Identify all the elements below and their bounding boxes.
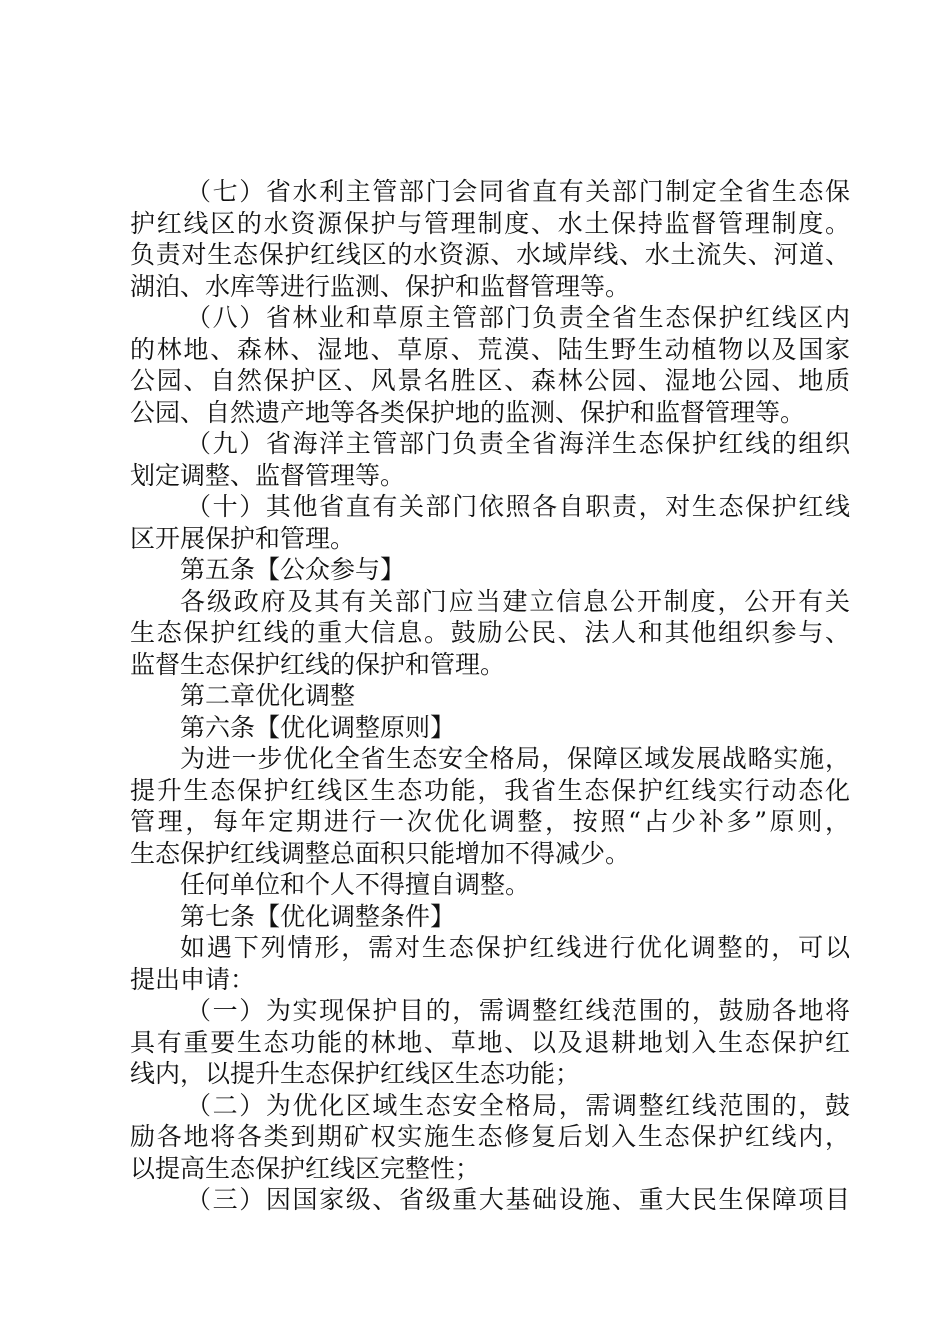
text-line: 第二章优化调整 xyxy=(180,681,356,710)
text-line: 第六条【优化调整原则】 xyxy=(180,712,456,742)
text-line: 具有重要生态功能的林地、草地、以及退耕地划入生态保护红 xyxy=(130,1027,850,1057)
text-line: 护红线区的水资源保护与管理制度、水土保持监督管理制度。 xyxy=(130,208,850,238)
text-line: 湖泊、水库等进行监测、保护和监督管理等。 xyxy=(130,271,631,301)
text-line: 提出申请： xyxy=(130,964,256,994)
text-line: 以提高生态保护红线区完整性； xyxy=(130,1153,481,1183)
text-line: （七）省水利主管部门会同省直有关部门制定全省生态保 xyxy=(186,177,850,206)
text-line: 如遇下列情形，需对生态保护红线进行优化调整的，可以 xyxy=(180,933,850,962)
text-line: 划定调整、监督管理等。 xyxy=(130,460,406,490)
text-line: 第七条【优化调整条件】 xyxy=(180,901,456,931)
text-line: 第五条【公众参与】 xyxy=(180,555,406,584)
text-line: 励各地将各类到期矿权实施生态修复后划入生态保护红线内， xyxy=(130,1122,850,1151)
text-line: 生态保护红线的重大信息。鼓励公民、法人和其他组织参与、 xyxy=(130,618,850,647)
text-line: （三）因国家级、省级重大基础设施、重大民生保障项目 xyxy=(186,1185,850,1214)
text-line: 线内，以提升生态保护红线区生态功能； xyxy=(130,1059,581,1088)
text-line: 监督生态保护红线的保护和管理。 xyxy=(130,649,506,679)
text-line: 任何单位和个人不得擅自调整。 xyxy=(180,870,531,899)
document-body xyxy=(130,176,850,1216)
text-line: （二）为优化区域生态安全格局，需调整红线范围的，鼓 xyxy=(186,1090,850,1120)
text-line: 区开展保护和管理。 xyxy=(130,523,356,553)
text-line: 为进一步优化全省生态安全格局，保障区域发展战略实施， xyxy=(180,744,850,773)
text-line: （八）省林业和草原主管部门负责全省生态保护红线区内 xyxy=(186,303,850,332)
text-line: 生态保护红线调整总面积只能增加不得减少。 xyxy=(130,838,631,868)
text-line: （十）其他省直有关部门依照各自职责，对生态保护红线 xyxy=(186,492,850,521)
text-line: 公园、自然遗产地等各类保护地的监测、保护和监督管理等。 xyxy=(130,397,806,427)
text-line: 负责对生态保护红线区的水资源、水域岸线、水土流失、河道、 xyxy=(130,240,850,269)
text-line: （一）为实现保护目的，需调整红线范围的，鼓励各地将 xyxy=(186,996,850,1025)
text-line: 提升生态保护红线区生态功能，我省生态保护红线实行动态化 xyxy=(130,775,850,805)
text-line: 管理，每年定期进行一次优化调整，按照“占少补多”原则， xyxy=(130,807,850,836)
text-line: （九）省海洋主管部门负责全省海洋生态保护红线的组织 xyxy=(186,429,850,458)
text-line: 的林地、森林、湿地、草原、荒漠、陆生野生动植物以及国家 xyxy=(130,334,850,364)
text-line: 公园、自然保护区、风景名胜区、森林公园、湿地公园、地质 xyxy=(130,366,850,395)
text-line: 各级政府及其有关部门应当建立信息公开制度，公开有关 xyxy=(180,586,850,616)
